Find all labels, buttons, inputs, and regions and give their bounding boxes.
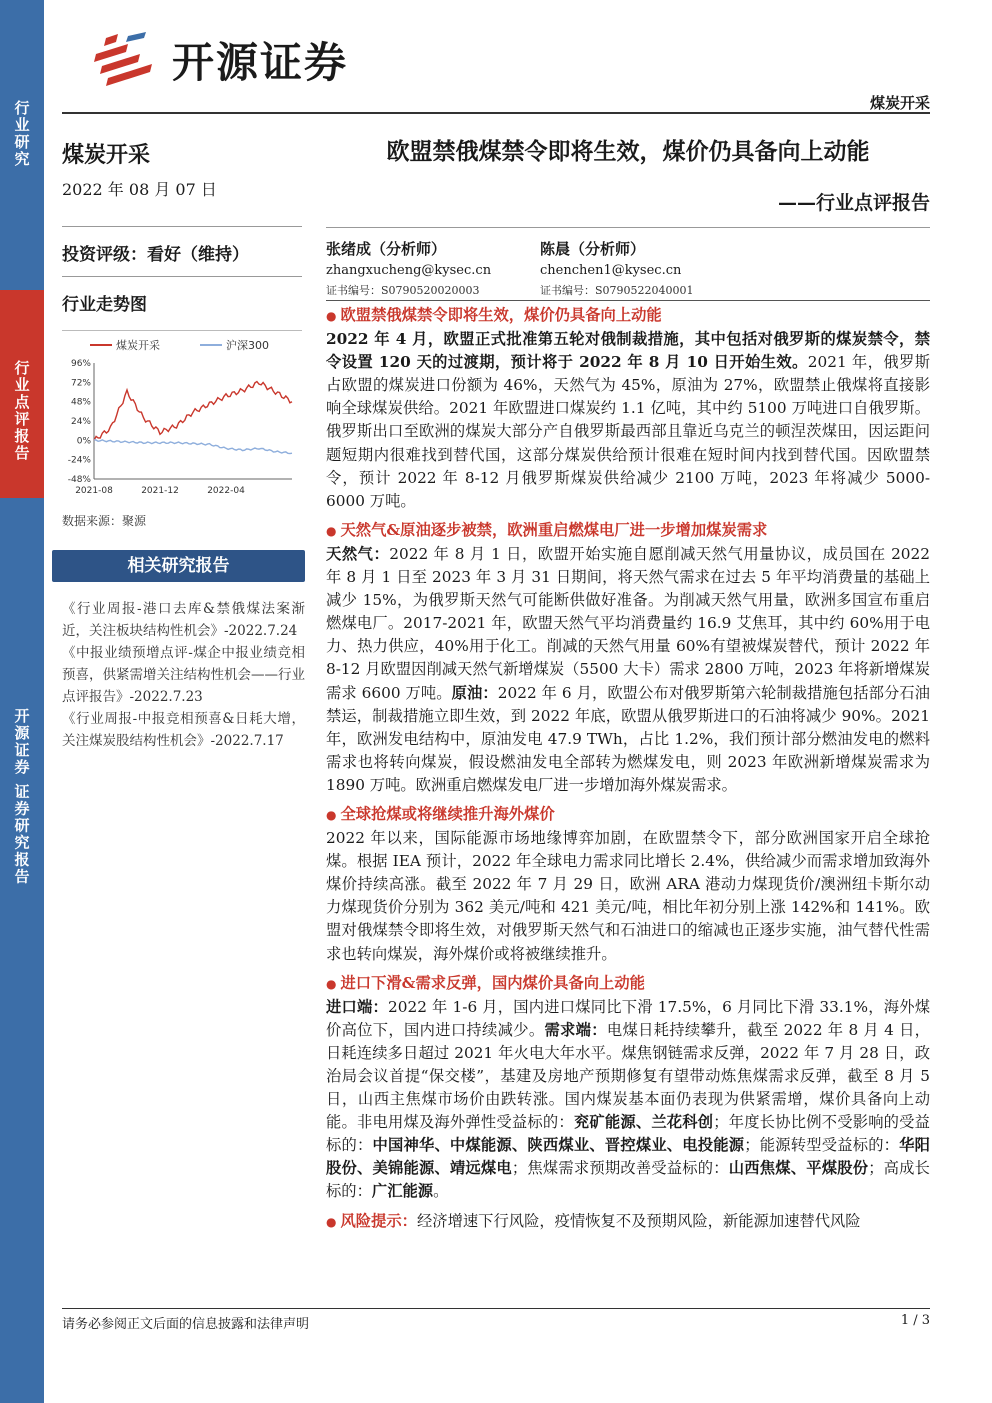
section-heading	[326, 972, 930, 996]
section-heading-text: 欧盟禁俄煤禁令即将生效，煤价仍具备向上动能	[340, 306, 662, 324]
report-date: 2022 年 08 月 07 日	[62, 180, 217, 199]
side-label-research: 行业研究	[12, 100, 31, 168]
series-line	[94, 382, 292, 441]
risk-note	[326, 1210, 930, 1234]
x-tick-label: 2021-08	[75, 486, 113, 496]
section-paragraph	[326, 996, 930, 1204]
title-divider	[326, 227, 930, 228]
section-heading	[326, 803, 930, 827]
analyst-divider	[326, 300, 930, 301]
footer-divider	[62, 1308, 930, 1309]
x-tick-label: 2022-04	[207, 486, 245, 496]
investment-rating: 投资评级：看好（维持）	[62, 245, 249, 265]
bullet-icon: ●	[326, 523, 337, 538]
analyst-name: 陈晨（分析师）	[540, 240, 646, 258]
paragraph-text: ；能源转型受益标的：	[744, 1136, 900, 1155]
analyst-block	[540, 238, 694, 298]
section-heading-text: 进口下滑&需求反弹，国内煤价具备向上动能	[340, 973, 645, 992]
y-tick-label: 72%	[70, 378, 91, 389]
trend-chart	[62, 330, 302, 507]
bullet-icon: ●	[326, 309, 337, 323]
section-paragraph	[326, 543, 930, 797]
report-body	[326, 304, 930, 1234]
side-band-middle	[0, 290, 44, 498]
risk-heading: 风险提示：	[340, 1211, 417, 1230]
analyst-cert: 证书编号：S0790522040001	[540, 284, 694, 297]
header-divider	[62, 112, 930, 114]
series-line	[94, 440, 292, 454]
paragraph-text: ；高成长标的：	[326, 1159, 930, 1201]
related-report-link[interactable]: 《行业周报-港口去库&禁俄煤法案渐近，关注板块结构性机会》-2022.7.24	[62, 601, 305, 639]
section-heading	[326, 304, 930, 328]
report-title: 欧盟禁俄煤禁令即将生效，煤价仍具备向上动能	[386, 138, 870, 165]
left-divider	[62, 226, 302, 227]
inline-label: 需求端：	[544, 1020, 607, 1039]
paragraph-text: 2022 年 6 月，欧盟公布对俄罗斯第六轮制裁措施包括部分石油禁运，制裁措施立即生效，到 2022 年底，欧盟从俄罗斯进口的石油将减少 90%。2021 年，欧洲发电结构中，原油发电 47.9 TWh，占比 1.2%，我们预计部分燃油发电的燃料需求也将转向煤炭，假设燃油发电全部转为燃煤发电，则 2023 年欧洲新增煤炭需求为 1890 万吨。欧洲重启燃煤发电厂进一步增加海外煤炭需求。	[326, 683, 930, 794]
section-heading-text: 全球抢煤或将继续推升海外煤价	[340, 804, 555, 823]
related-report-link[interactable]: 《中报业绩预增点评-煤企中报业绩竞相预喜，供紧需增关注结构性机会——行业点评报告》-2022.7.23	[62, 645, 305, 705]
paragraph-text: 2022 年 8 月 1 日，欧盟开始实施自愿削减天然气用量协议，成员国在 2022 年 8 月 1 日至 2023 年 3 月 31 日期间，将天然气需求在过去 5 年平均消费量的基础上减少 15%，为俄罗斯天然气可能断供做好准备。为削减天然气用量，欧洲多国宣布重启燃煤电厂。2017-2021 年，欧盟天然气平均消费量约 16.9 艾焦耳，其中约 60%用于电力、热力供应，40%用于化工。削减的天然气用量 60%有望被煤炭替代，预计 2022 年 8-12 月欧盟因削减天然气新增煤炭（5500 大卡）需求 2800 万吨，2023 年将新增煤炭需求 6600 万吨。	[326, 544, 930, 702]
related-reports-list	[62, 598, 305, 752]
key-statement: 2022 年 4 月，欧盟正式批准第五轮对俄制裁措施，其中包括对俄罗斯的煤炭禁令，禁令设置 120 天的过渡期，预计将于 2022 年 8 月 10 日开始生效。	[326, 330, 930, 372]
stock-names: 华阳股份、美锦能源、靖远煤电	[326, 1136, 930, 1178]
left-divider	[62, 276, 302, 277]
trend-chart-svg	[62, 331, 302, 507]
section-paragraph	[326, 328, 930, 513]
page-number: 1 / 3	[900, 1313, 930, 1328]
analyst-cert: 证书编号：S0790520020003	[326, 284, 480, 297]
stock-names: 兖矿能源、兰花科创	[573, 1113, 714, 1132]
bullet-icon: ●	[326, 976, 337, 991]
paragraph-text: ；年度长协比例不受影响的受益标的：	[326, 1113, 930, 1155]
data-source: 数据来源：聚源	[62, 514, 147, 528]
y-tick-label: 0%	[76, 436, 91, 447]
trend-chart-title: 行业走势图	[62, 295, 147, 315]
side-label-report-type: 行业点评报告	[12, 360, 31, 462]
bullet-icon: ●	[326, 807, 337, 822]
analyst-email[interactable]: zhangxucheng@kysec.cn	[326, 263, 492, 278]
y-tick-label: -24%	[67, 455, 91, 466]
section-heading-text: 天然气&原油逐步被禁，欧洲重启燃煤电厂进一步增加煤炭需求	[340, 520, 768, 539]
inline-label: 原油：	[451, 683, 498, 702]
inline-label: 天然气：	[326, 544, 390, 563]
legend-label: 煤炭开采	[116, 339, 160, 352]
paragraph-text: 2022 年 1-6 月，国内进口煤同比下滑 17.5%，6 月同比下滑 33.1%，海外煤价高位下，国内进口持续减少。	[326, 997, 930, 1039]
inline-label: 进口端：	[326, 997, 388, 1016]
industry-name: 煤炭开采	[62, 142, 151, 168]
bullet-icon: ●	[326, 1214, 337, 1229]
footer-disclaimer[interactable]: 请务必参阅正文后面的信息披露和法律声明	[62, 1317, 310, 1332]
legend-label: 沪深300	[226, 339, 269, 352]
related-report-link[interactable]: 《行业周报-中报竞相预喜&日耗大增，关注煤炭股结构性机会》-2022.7.17	[62, 711, 305, 749]
side-label-brand: 开源证券 证券研究报告	[12, 708, 31, 886]
header-category: 煤炭开采	[869, 94, 930, 112]
report-subtitle: ——行业点评报告	[777, 192, 930, 214]
stock-names: 广汇能源	[371, 1182, 434, 1201]
analyst-email[interactable]: chenchen1@kysec.cn	[540, 263, 682, 278]
side-band	[0, 0, 44, 1403]
paragraph-text: 电煤日耗持续攀升，截至 2022 年 8 月 4 日，日耗连续多日超过 2021 年火电大年水平。煤焦钢链需求反弹，2022 年 7 月 28 日，政治局会议首提“保交楼”，基建及房地产预期修复有望带动炼焦煤需求反弹，截至 8 月 5 日，山西主焦煤市场价由跌转涨。国内煤炭基本面仍表现为供紧需增，煤价具备向上动能。非电用煤及海外弹性受益标的：	[326, 1020, 930, 1132]
paragraph-text: ；焦煤需求预期改善受益标的：	[511, 1159, 729, 1178]
analyst-name: 张绪成（分析师）	[326, 240, 447, 258]
stock-names: 中国神华、中煤能源、陕西煤业、晋控煤业、电投能源	[372, 1136, 745, 1155]
side-band-top	[0, 0, 44, 290]
company-logo	[88, 30, 348, 90]
y-tick-label: -48%	[67, 475, 91, 485]
section-paragraph: 2022 年以来，国际能源市场地缘博弈加剧，在欧盟禁令下，部分欧洲国家开启全球抢煤。根据 IEA 预计，2022 年全球电力需求同比增长 2.4%，供给减少而需求增加致海外煤价持续高涨。截至 2022 年 7 月 29 日，欧洲 ARA 港动力煤现货价/澳洲纽卡斯尔动力煤现货价分别为 362 美元/吨和 421 美元/吨，相比年初分别上涨 142%和 141%。欧盟对俄煤禁令即将生效，对俄罗斯天然气和石油进口的缩减也正逐步实施，油气替代性需求也转向煤炭，海外煤价或将被继续推升。	[326, 829, 930, 963]
x-tick-label: 2021-12	[141, 486, 179, 496]
stock-names: 山西焦煤、平煤股份	[728, 1159, 869, 1178]
side-band-bottom	[0, 498, 44, 1403]
paragraph-text: 2021 年，俄罗斯占欧盟的煤炭进口份额为 46%，天然气为 45%，原油为 27%，欧盟禁止俄煤将直接影响全球煤炭供给。2021 年欧盟进口煤炭约 1.1 亿吨，其中约 5100 万吨进口自俄罗斯。俄罗斯出口至欧洲的煤炭大部分产自俄罗斯最西部且靠近乌克兰的顿涅茨煤田，因运距问题短期内很难找到替代国，这部分煤炭供给预计很难在短时间内找到替代国。因欧盟禁令，预计 2022 年 8-12 月俄罗斯煤炭供给减少 2100 万吨，2023 年将减少 5000-6000 万吨。	[326, 353, 931, 510]
analyst-block	[326, 238, 491, 298]
logo-mark-icon	[88, 32, 158, 88]
risk-text: 经济增速下行风险，疫情恢复不及预期风险，新能源加速替代风险	[416, 1211, 861, 1230]
y-tick-label: 48%	[70, 397, 91, 408]
y-tick-label: 96%	[70, 359, 91, 369]
related-reports-header: 相关研究报告	[52, 550, 305, 582]
logo-text: 开源证券	[172, 38, 349, 87]
paragraph-text: 。	[433, 1182, 449, 1201]
section-heading	[326, 519, 930, 543]
y-tick-label: 24%	[70, 417, 91, 427]
